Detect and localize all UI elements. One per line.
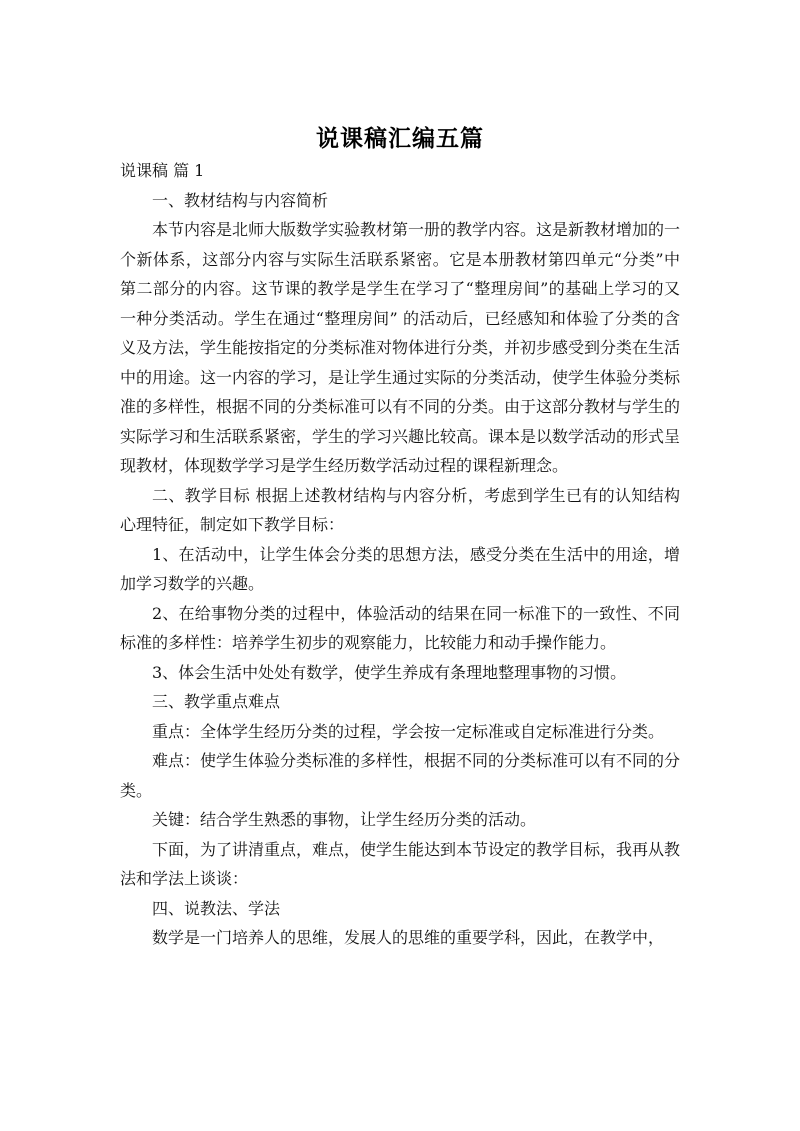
section-heading: 二、教学目标 根据上述教材结构与内容分析，考虑到学生已有的认知结构心理特征，制定如下教学目标： <box>120 485 680 534</box>
document-body <box>120 156 680 953</box>
list-item: 3、体会生活中处处有数学，使学生养成有条理地整理事物的习惯。 <box>152 662 627 682</box>
body-paragraph: 重点：全体学生经历分类的过程，学会按一定标准或自定标准进行分类。 <box>152 721 665 741</box>
body-paragraph: 关键：结合学生熟悉的事物，让学生经历分类的活动。 <box>152 810 537 829</box>
body-paragraph: 本节内容是北师大版数学实验教材第一册的教学内容。这是新教材增加的一个新体系，这部分内容与实际生活联系紧密。它是本册教材第四单元“分类”中第二部分的内容。这节课的教学是学生在学习了“整理房间”的基础上学习的又一种分类活动。学生在通过“整理房间” 的活动后，已经感知和体验了分类的含义及方法，学生能按指定的分类标准对物体进行分类，并初步感受到分类在生活中的用途。这一内容的学习，是让学生通过实际的分类活动，使学生体验分类标准的多样性，根据不同的分类标准可以有不同的分类。由于这部分教材与学生的实际学习和生活联系紧密，学生的学习兴趣比较高。课本是以数学活动的形式呈现教材，体现数学学习是学生经历数学活动过程的课程新理念。 <box>120 220 681 475</box>
section-heading: 四、说教法、学法 <box>152 898 281 918</box>
body-paragraph: 下面，为了讲清重点，难点，使学生能达到本节设定的教学目标，我再从教法和学法上谈谈： <box>120 839 681 888</box>
list-item: 2、在给事物分类的过程中，体验活动的结果在同一标准下的一致性、不同标准的多样性：培养学生初步的观察能力，比较能力和动手操作能力。 <box>120 603 680 652</box>
body-paragraph: 数学是一门培养人的思维，发展人的思维的重要学科，因此，在教学中， <box>152 928 665 947</box>
body-paragraph: 难点：使学生体验分类标准的多样性，根据不同的分类标准可以有不同的分类。 <box>120 751 681 800</box>
section-heading: 三、教学重点难点 <box>152 692 281 711</box>
section-heading-lesson-1: 说课稿 篇 1 <box>120 161 205 180</box>
document-title: 说课稿汇编五篇 <box>316 126 484 152</box>
list-item: 1、在活动中，让学生体会分类的思想方法，感受分类在生活中的用途，增加学习数学的兴趣。 <box>120 544 680 593</box>
section-heading: 一、教材结构与内容简析 <box>152 190 329 210</box>
